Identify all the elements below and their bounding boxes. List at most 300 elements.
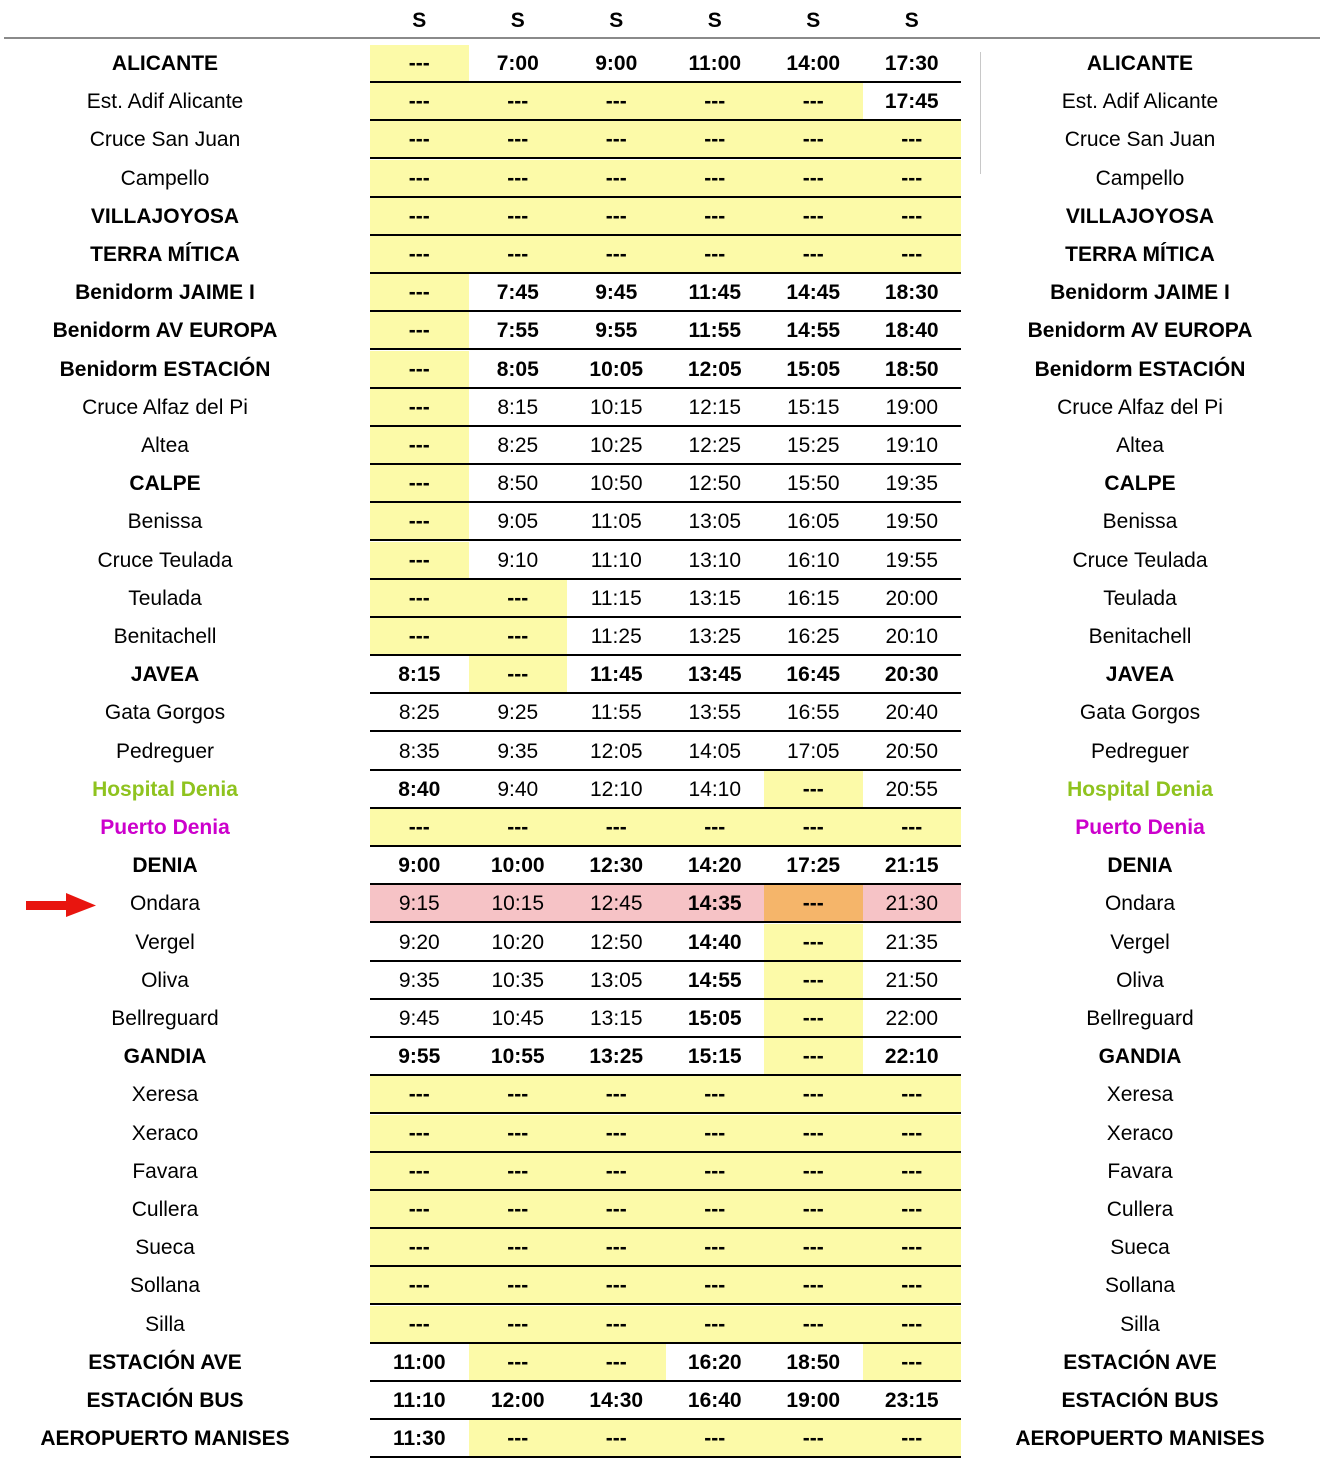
departure-time-cell: 13:05 (666, 503, 765, 541)
stop-name-right: Gata Gorgos (1079, 701, 1201, 725)
stop-name-left: Teulada (128, 586, 202, 610)
table-row (0, 312, 1320, 350)
departure-time-cell: 9:20 (370, 924, 469, 962)
no-service-cell: --- (863, 809, 962, 847)
no-service-cell: --- (666, 1153, 765, 1191)
departure-time-cell: 11:00 (370, 1344, 469, 1382)
departure-time-cell: 16:40 (666, 1382, 765, 1420)
stop-name-right: Benidorm ESTACIÓN (1034, 357, 1246, 381)
no-service-cell: --- (764, 1306, 863, 1344)
stop-name-right: Vergel (1110, 930, 1170, 954)
departure-time-cell: 13:15 (666, 580, 765, 618)
departure-time-cell: 10:25 (567, 427, 666, 465)
stop-name-left: Ondara (129, 892, 201, 916)
table-row (0, 1153, 1320, 1191)
departure-time-cell: 9:40 (469, 771, 568, 809)
no-service-cell: --- (666, 1306, 765, 1344)
departure-time-cell: 14:35 (666, 885, 765, 923)
table-row (0, 389, 1320, 427)
departure-time-cell: 14:00 (764, 45, 863, 83)
table-row (0, 1038, 1320, 1076)
column-header-label: S (412, 9, 427, 32)
departure-time-cell: 13:25 (567, 1038, 666, 1076)
no-service-cell: --- (567, 809, 666, 847)
departure-time-cell: 9:35 (370, 962, 469, 1000)
no-service-cell: --- (469, 1115, 568, 1153)
departure-time-cell: 7:45 (469, 274, 568, 312)
no-service-cell: --- (469, 1267, 568, 1305)
stop-name-left: CALPE (129, 472, 201, 496)
stop-name-right: JAVEA (1105, 663, 1175, 687)
no-service-cell: --- (567, 198, 666, 236)
departure-time-cell: 11:55 (567, 694, 666, 732)
stop-name-left: Pedreguer (115, 739, 215, 763)
departure-time-cell: 19:10 (863, 427, 962, 465)
departure-time-cell: 9:45 (567, 274, 666, 312)
stop-name-left: ALICANTE (111, 52, 219, 75)
no-service-cell: --- (370, 542, 469, 580)
no-service-cell: --- (469, 1306, 568, 1344)
departure-time-cell: 15:05 (666, 1000, 765, 1038)
table-row (0, 198, 1320, 236)
no-service-cell: --- (370, 503, 469, 541)
departure-time-cell: 14:20 (666, 847, 765, 885)
departure-time-cell: 14:30 (567, 1382, 666, 1420)
departure-time-cell: 10:55 (469, 1038, 568, 1076)
stop-name-right: Pedreguer (1090, 739, 1190, 763)
no-service-cell: --- (666, 809, 765, 847)
no-service-cell: --- (370, 1076, 469, 1114)
departure-time-cell: 12:50 (666, 465, 765, 503)
no-service-cell: --- (370, 236, 469, 274)
no-service-cell: --- (863, 1191, 962, 1229)
no-service-cell: --- (764, 236, 863, 274)
stop-name-right: CALPE (1104, 472, 1176, 496)
stop-name-left: Oliva (141, 968, 189, 992)
no-service-cell: --- (666, 1076, 765, 1114)
departure-time-cell: 23:15 (863, 1382, 962, 1420)
departure-time-cell: 20:50 (863, 733, 962, 771)
table-row (0, 771, 1320, 809)
stop-name-left: Altea (141, 434, 189, 457)
departure-time-cell: 18:40 (863, 312, 962, 350)
no-service-cell: --- (764, 198, 863, 236)
no-service-cell: --- (666, 1191, 765, 1229)
stop-name-left: AEROPUERTO MANISES (40, 1427, 290, 1451)
departure-time-cell: 8:50 (469, 465, 568, 503)
no-service-cell: --- (370, 809, 469, 847)
departure-time-cell: 19:35 (863, 465, 962, 503)
stop-name-left: Xeraco (131, 1121, 199, 1145)
no-service-cell: --- (370, 351, 469, 389)
no-service-cell: --- (370, 427, 469, 465)
departure-time-cell: 10:05 (567, 351, 666, 389)
stop-name-right: Xeraco (1106, 1121, 1174, 1145)
no-service-cell: --- (863, 236, 962, 274)
stop-name-right: Bellreguard (1086, 1007, 1194, 1030)
departure-time-cell: 15:05 (764, 351, 863, 389)
no-service-cell: --- (567, 236, 666, 274)
no-service-cell: --- (567, 1344, 666, 1382)
departure-time-cell: 11:45 (666, 274, 765, 312)
stop-name-left: Benitachell (113, 625, 217, 648)
header-divider (4, 37, 1320, 39)
stop-name-left: Cruce Alfaz del Pi (82, 395, 248, 419)
no-service-cell: --- (567, 1076, 666, 1114)
stop-name-right: Oliva (1116, 968, 1164, 992)
departure-time-cell: 12:45 (567, 885, 666, 923)
stop-name-left: Xeresa (131, 1083, 199, 1107)
no-service-cell: --- (469, 83, 568, 121)
table-row (0, 733, 1320, 771)
no-service-cell: --- (764, 1229, 863, 1267)
stop-name-left: Campello (120, 166, 210, 190)
departure-time-cell: 19:50 (863, 503, 962, 541)
departure-time-cell: 10:20 (469, 924, 568, 962)
stop-name-left: Favara (132, 1159, 198, 1183)
table-row (0, 847, 1320, 885)
no-service-cell: --- (469, 160, 568, 198)
no-service-cell: --- (764, 121, 863, 159)
no-service-cell: --- (863, 1306, 962, 1344)
table-row (0, 1115, 1320, 1153)
departure-time-cell: 9:00 (370, 847, 469, 885)
table-row (0, 542, 1320, 580)
departure-time-cell: 8:15 (370, 656, 469, 694)
departure-time-cell: 11:45 (567, 656, 666, 694)
stop-name-left: Cullera (131, 1198, 199, 1221)
stop-name-left: GANDIA (123, 1045, 207, 1069)
table-row (0, 924, 1320, 962)
no-service-cell: --- (567, 1267, 666, 1305)
departure-time-cell: 9:55 (567, 312, 666, 350)
departure-time-cell: 16:20 (666, 1344, 765, 1382)
table-row (0, 45, 1320, 83)
no-service-cell: --- (567, 1115, 666, 1153)
table-row (0, 160, 1320, 198)
departure-time-cell: 13:05 (567, 962, 666, 1000)
no-service-cell: --- (567, 1153, 666, 1191)
no-service-cell: --- (370, 198, 469, 236)
stop-name-right: VILLAJOYOSA (1065, 204, 1215, 228)
stop-name-right: Sollana (1104, 1274, 1176, 1298)
column-header-label: S (707, 9, 722, 32)
departure-time-cell: 12:00 (469, 1382, 568, 1420)
stop-name-right: Altea (1116, 434, 1164, 457)
no-service-cell: --- (567, 1191, 666, 1229)
table-row (0, 1267, 1320, 1305)
table-row (0, 1191, 1320, 1229)
departure-time-cell: 20:30 (863, 656, 962, 694)
departure-time-cell: 8:25 (370, 694, 469, 732)
no-service-cell: --- (666, 1420, 765, 1458)
no-service-cell: --- (469, 1344, 568, 1382)
table-row (0, 885, 1320, 923)
no-service-cell: --- (370, 580, 469, 618)
departure-time-cell: 13:45 (666, 656, 765, 694)
stop-name-right: Favara (1107, 1159, 1173, 1183)
departure-time-cell: 20:40 (863, 694, 962, 732)
departure-time-cell: 11:55 (666, 312, 765, 350)
no-service-cell: --- (666, 236, 765, 274)
stop-name-right: Est. Adif Alicante (1061, 90, 1219, 114)
departure-time-cell: 22:00 (863, 1000, 962, 1038)
column-header-label: S (806, 9, 821, 32)
departure-time-cell: 21:30 (863, 885, 962, 923)
departure-time-cell: 20:10 (863, 618, 962, 656)
departure-time-cell: 15:25 (764, 427, 863, 465)
departure-time-cell: 15:15 (764, 389, 863, 427)
departure-time-cell: 19:55 (863, 542, 962, 580)
no-service-cell: --- (469, 1191, 568, 1229)
no-service-cell: --- (764, 1038, 863, 1076)
departure-time-cell: 9:35 (469, 733, 568, 771)
table-row (0, 465, 1320, 503)
stop-name-right: Benissa (1102, 510, 1178, 534)
no-service-cell: --- (567, 1229, 666, 1267)
no-service-cell: --- (666, 198, 765, 236)
no-service-cell: --- (863, 1229, 962, 1267)
departure-time-cell: 13:25 (666, 618, 765, 656)
table-row (0, 351, 1320, 389)
departure-time-cell: 17:45 (863, 83, 962, 121)
no-service-cell: --- (469, 1076, 568, 1114)
column-header-label: S (609, 9, 624, 32)
no-service-cell: --- (764, 1115, 863, 1153)
stop-name-right: Hospital Denia (1067, 777, 1213, 801)
stop-name-left: DENIA (132, 854, 198, 878)
departure-time-cell: 11:00 (666, 45, 765, 83)
departure-time-cell: 19:00 (764, 1382, 863, 1420)
no-service-cell: --- (567, 1306, 666, 1344)
stop-name-right: DENIA (1107, 854, 1173, 878)
table-row (0, 274, 1320, 312)
no-service-cell: --- (567, 83, 666, 121)
departure-time-cell: 12:10 (567, 771, 666, 809)
table-row (0, 121, 1320, 159)
table-row (0, 1420, 1320, 1458)
departure-time-cell: 8:15 (469, 389, 568, 427)
departure-time-cell: 9:55 (370, 1038, 469, 1076)
departure-time-cell: 16:10 (764, 542, 863, 580)
no-service-cell: --- (469, 580, 568, 618)
no-service-cell: --- (863, 1267, 962, 1305)
no-service-cell: --- (469, 656, 568, 694)
departure-time-cell: 14:45 (764, 274, 863, 312)
departure-time-cell: 10:35 (469, 962, 568, 1000)
departure-time-cell: 19:00 (863, 389, 962, 427)
no-service-cell: --- (764, 160, 863, 198)
table-row (0, 809, 1320, 847)
no-service-cell: --- (370, 45, 469, 83)
stop-name-left: Puerto Denia (100, 816, 230, 839)
no-service-cell: --- (863, 121, 962, 159)
no-service-cell: --- (863, 160, 962, 198)
no-service-cell: --- (370, 389, 469, 427)
table-row (0, 83, 1320, 121)
stop-name-left: Gata Gorgos (104, 701, 226, 725)
stop-name-right: Xeresa (1106, 1083, 1174, 1107)
stop-name-left: Benidorm AV EUROPA (52, 319, 278, 343)
stop-name-left: JAVEA (130, 663, 200, 687)
departure-time-cell: 18:30 (863, 274, 962, 312)
stop-name-right: Cruce San Juan (1064, 128, 1216, 152)
no-service-cell: --- (370, 1153, 469, 1191)
no-service-cell: --- (469, 198, 568, 236)
stop-name-left: TERRA MÍTICA (90, 243, 240, 266)
no-service-cell: --- (863, 1153, 962, 1191)
no-service-cell: --- (863, 1076, 962, 1114)
no-service-cell: --- (370, 274, 469, 312)
stop-name-right: TERRA MÍTICA (1065, 243, 1215, 266)
departure-time-cell: 8:25 (469, 427, 568, 465)
stop-name-left: Cruce Teulada (97, 548, 233, 572)
stop-name-right: Silla (1120, 1312, 1160, 1336)
stop-name-right: Benidorm JAIME I (1050, 281, 1230, 305)
stop-name-left: Sueca (135, 1236, 195, 1260)
stop-name-left: VILLAJOYOSA (90, 204, 240, 228)
stop-name-right: ESTACIÓN BUS (1061, 1389, 1219, 1412)
stop-name-left: Benissa (127, 510, 203, 534)
departure-time-cell: 16:15 (764, 580, 863, 618)
departure-time-cell: 11:25 (567, 618, 666, 656)
departure-time-cell: 14:40 (666, 924, 765, 962)
red-arrow-icon (26, 893, 98, 917)
departure-time-cell: 16:45 (764, 656, 863, 694)
departure-time-cell: 9:15 (370, 885, 469, 923)
stop-name-right: ESTACIÓN AVE (1063, 1350, 1217, 1374)
departure-time-cell: 14:10 (666, 771, 765, 809)
table-row (0, 618, 1320, 656)
departure-time-cell: 9:05 (469, 503, 568, 541)
no-service-cell: --- (370, 1191, 469, 1229)
no-service-cell: --- (469, 121, 568, 159)
stop-name-left: Cruce San Juan (89, 128, 241, 152)
stop-name-right: Cruce Teulada (1072, 548, 1208, 572)
departure-time-cell: 12:50 (567, 924, 666, 962)
departure-time-cell: 8:05 (469, 351, 568, 389)
departure-time-cell: 12:05 (666, 351, 765, 389)
no-service-cell: --- (666, 1267, 765, 1305)
no-service-cell: --- (863, 198, 962, 236)
departure-time-cell: 9:00 (567, 45, 666, 83)
departure-time-cell: 10:00 (469, 847, 568, 885)
departure-time-cell: 8:40 (370, 771, 469, 809)
stop-name-right: GANDIA (1098, 1045, 1182, 1069)
no-service-cell: --- (764, 1191, 863, 1229)
departure-time-cell: 20:55 (863, 771, 962, 809)
table-row (0, 427, 1320, 465)
departure-time-cell: 20:00 (863, 580, 962, 618)
departure-time-cell: 10:15 (469, 885, 568, 923)
no-service-cell: --- (666, 1115, 765, 1153)
stop-name-right: Cruce Alfaz del Pi (1057, 395, 1223, 419)
departure-time-cell: 22:10 (863, 1038, 962, 1076)
table-row (0, 580, 1320, 618)
departure-time-cell: 13:55 (666, 694, 765, 732)
no-service-cell: --- (370, 1229, 469, 1267)
no-service-cell: --- (764, 924, 863, 962)
departure-time-cell: 21:35 (863, 924, 962, 962)
no-service-cell: --- (764, 962, 863, 1000)
no-service-cell: --- (370, 465, 469, 503)
departure-time-cell: 10:45 (469, 1000, 568, 1038)
departure-time-cell: 18:50 (764, 1344, 863, 1382)
table-row (0, 1382, 1320, 1420)
no-service-cell: --- (370, 83, 469, 121)
table-row (0, 656, 1320, 694)
departure-time-cell: 9:45 (370, 1000, 469, 1038)
stop-name-left: Est. Adif Alicante (86, 90, 244, 114)
no-service-cell: --- (567, 121, 666, 159)
no-service-cell: --- (764, 83, 863, 121)
departure-time-cell: 14:55 (764, 312, 863, 350)
departure-time-cell: 9:10 (469, 542, 568, 580)
departure-time-cell: 12:30 (567, 847, 666, 885)
no-service-cell: --- (666, 121, 765, 159)
no-service-cell: --- (666, 83, 765, 121)
no-service-cell: --- (764, 809, 863, 847)
no-service-cell: --- (370, 1306, 469, 1344)
departure-time-cell: 10:50 (567, 465, 666, 503)
stop-name-left: Bellreguard (111, 1007, 219, 1030)
table-row (0, 503, 1320, 541)
column-header-label: S (904, 9, 919, 32)
no-service-cell: --- (863, 1115, 962, 1153)
column-header-label: S (510, 9, 525, 32)
no-service-cell: --- (469, 236, 568, 274)
stop-name-left: Benidorm ESTACIÓN (59, 357, 271, 381)
no-service-cell: --- (370, 121, 469, 159)
table-row (0, 962, 1320, 1000)
stop-name-left: ESTACIÓN BUS (86, 1389, 244, 1412)
departure-time-cell: 13:15 (567, 1000, 666, 1038)
stop-name-right: Puerto Denia (1075, 816, 1205, 839)
table-row (0, 1000, 1320, 1038)
no-service-cell: --- (567, 160, 666, 198)
no-service-cell: --- (764, 1420, 863, 1458)
departure-time-cell: 16:05 (764, 503, 863, 541)
no-service-cell: --- (666, 160, 765, 198)
stop-name-left: Hospital Denia (92, 777, 238, 801)
departure-time-cell: 14:05 (666, 733, 765, 771)
no-service-cell: --- (370, 1115, 469, 1153)
no-service-cell: --- (764, 1000, 863, 1038)
departure-time-cell: 9:25 (469, 694, 568, 732)
stop-name-right: ALICANTE (1086, 52, 1194, 75)
departure-time-cell: 11:05 (567, 503, 666, 541)
departure-time-cell: 21:15 (863, 847, 962, 885)
no-service-cell: --- (469, 1229, 568, 1267)
departure-time-cell: 10:15 (567, 389, 666, 427)
stop-name-right: Benitachell (1088, 625, 1192, 648)
table-row (0, 1306, 1320, 1344)
departure-time-cell: 21:50 (863, 962, 962, 1000)
no-service-cell: --- (370, 160, 469, 198)
no-service-cell: --- (469, 1420, 568, 1458)
no-service-cell: --- (370, 312, 469, 350)
no-service-cell: --- (469, 809, 568, 847)
departure-time-cell: 15:15 (666, 1038, 765, 1076)
departure-time-cell: 11:15 (567, 580, 666, 618)
stop-name-right: Sueca (1110, 1236, 1170, 1260)
stop-name-left: Silla (145, 1312, 185, 1336)
stop-name-left: ESTACIÓN AVE (88, 1350, 242, 1374)
stop-name-left: Sollana (129, 1274, 201, 1298)
stop-name-right: Teulada (1103, 586, 1177, 610)
no-service-cell: --- (764, 1267, 863, 1305)
stop-name-right: Benidorm AV EUROPA (1027, 319, 1253, 343)
